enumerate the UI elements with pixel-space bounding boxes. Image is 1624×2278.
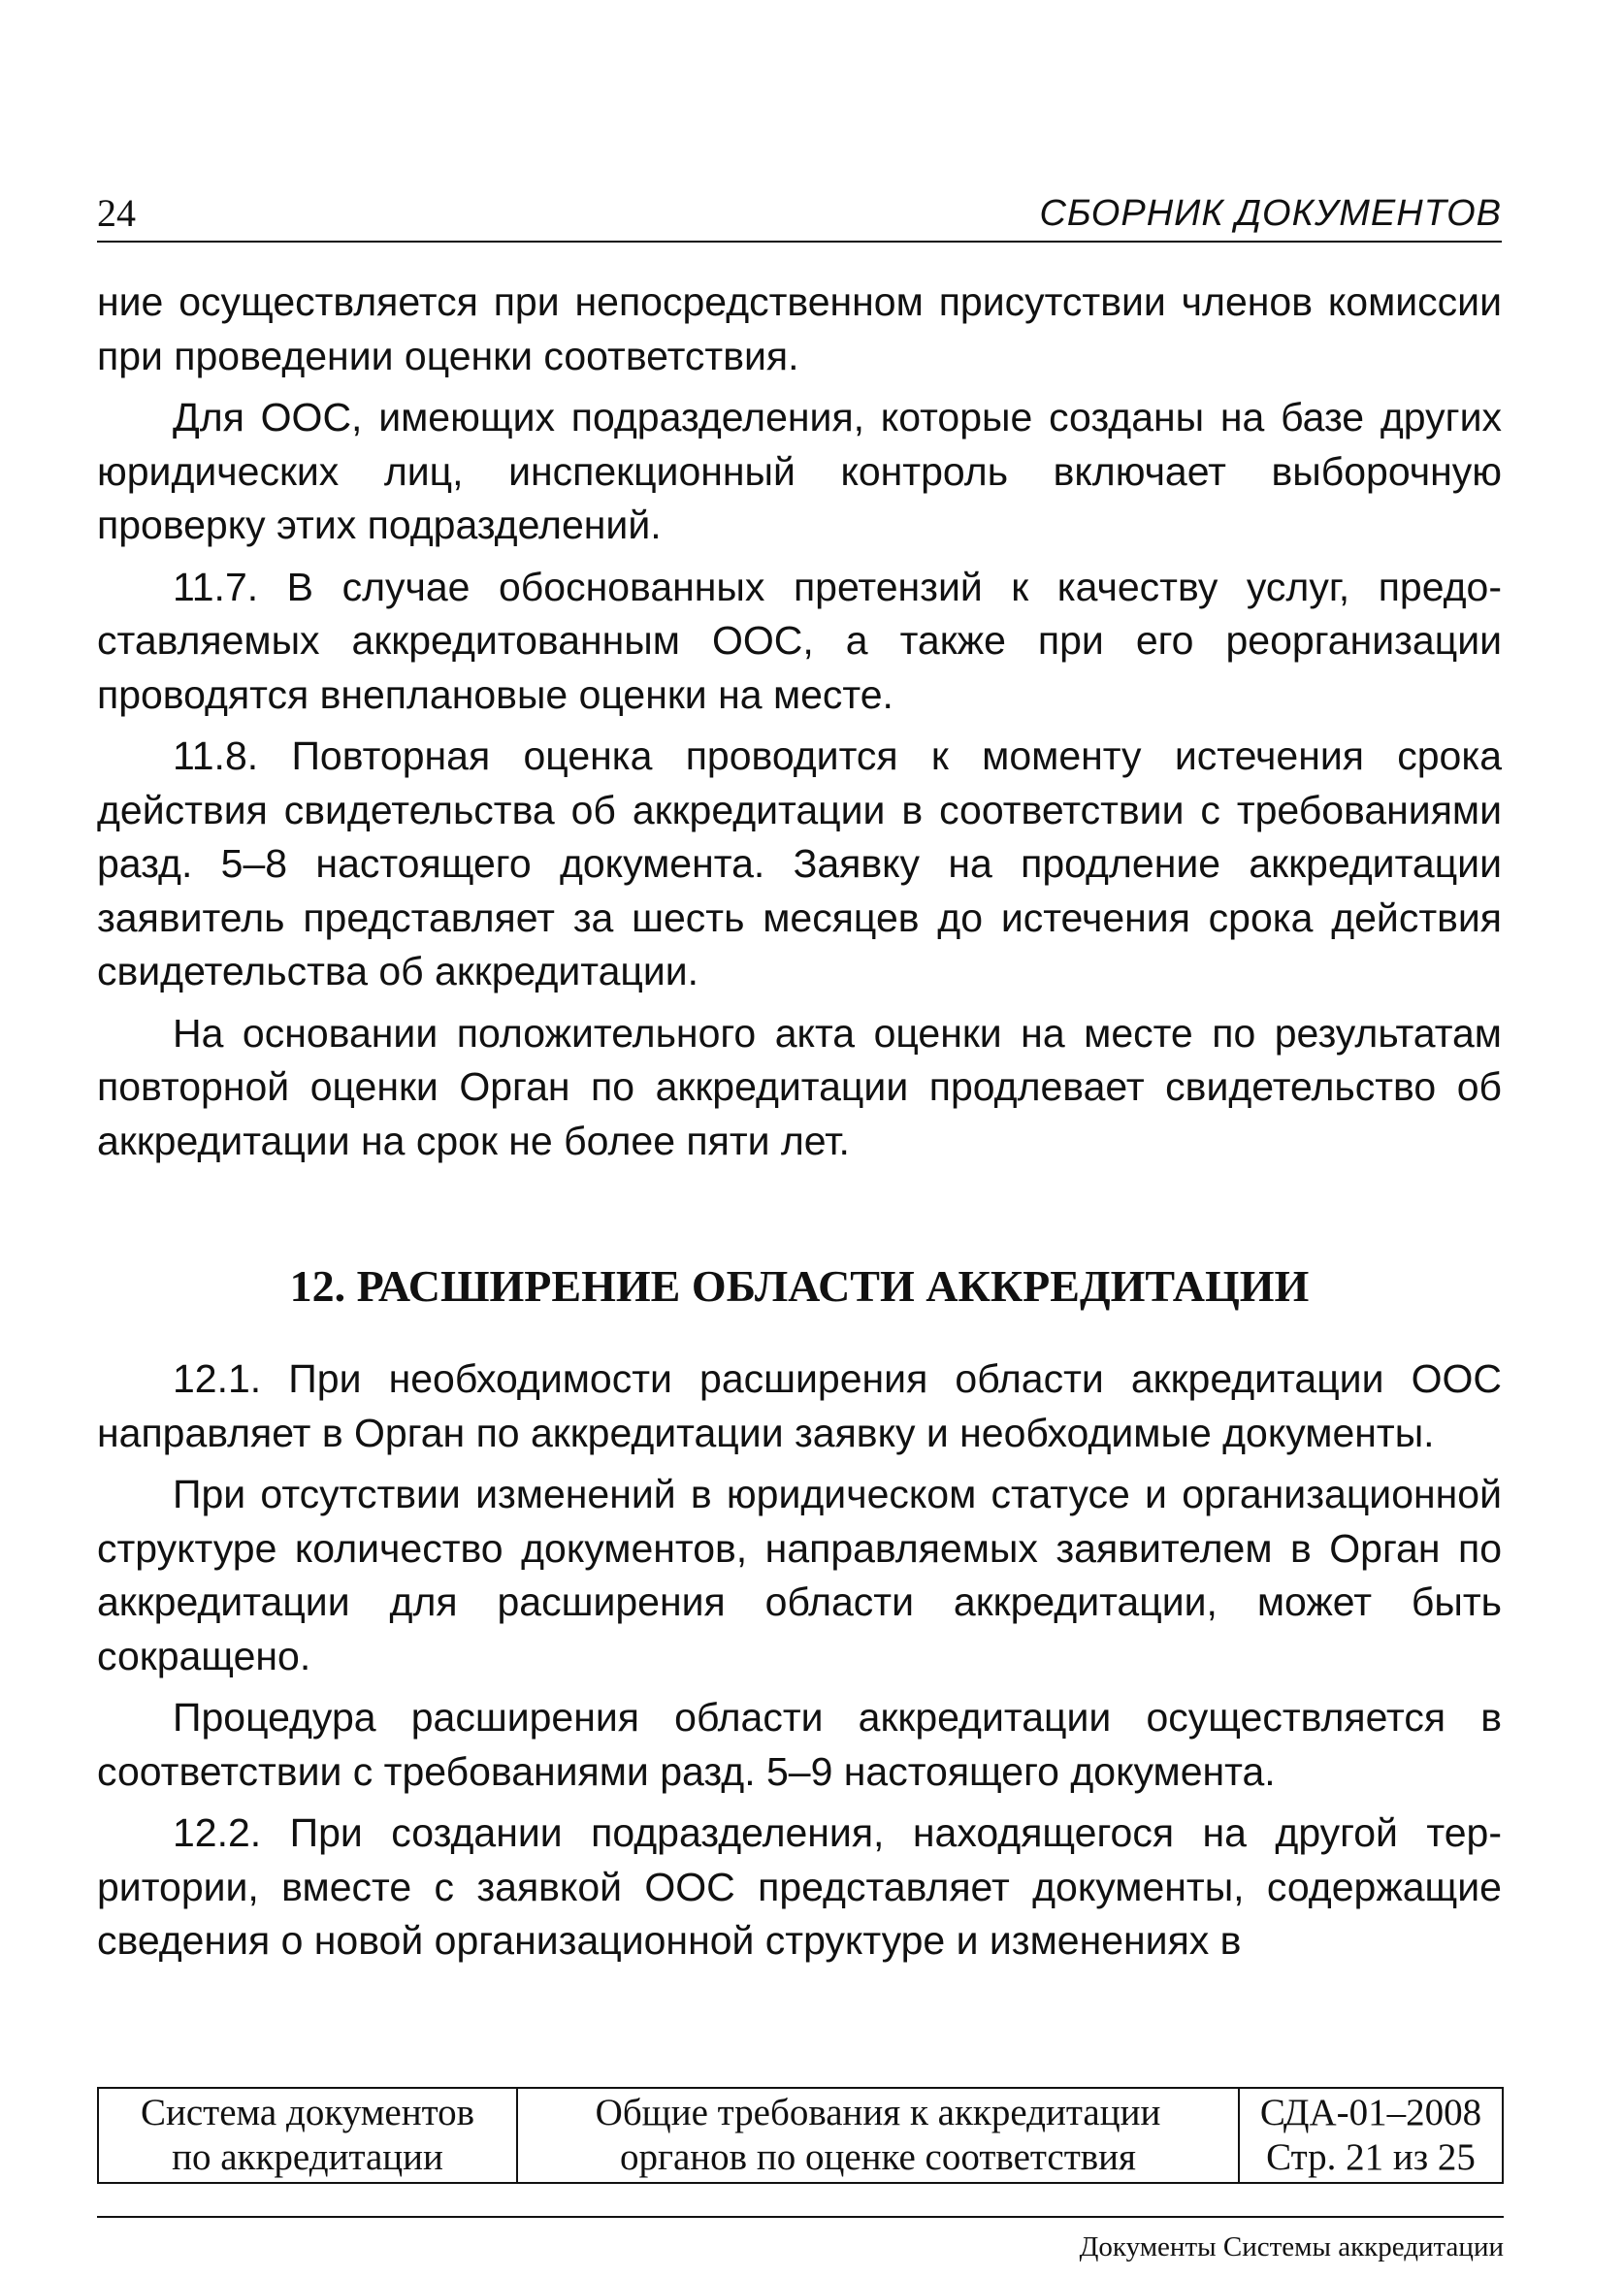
paragraph: На основании положительного акта оценки на месте по результатам повторной оценки Орган по аккредитации продлевает свидетельство об аккредитации на срок не более пяти лет. — [97, 1010, 1502, 1163]
footer-cell-system — [99, 2089, 516, 2182]
running-header — [97, 190, 1502, 243]
source-caption: Документы Системы аккредитации — [1079, 2231, 1504, 2262]
paragraph: 12.1. При необходимости расширения области аккредитации ООС направляет в Орган по аккредитации заявку и необходимые документы. — [97, 1356, 1502, 1455]
footer-cell-text: Общие требования к аккредитации — [595, 2092, 1161, 2133]
paragraph: При отсутствии изменений в юридическом статусе и организационной структуре количество документов, направляемых заявителем в Орган по аккредитации для расширения области аккредитации, может быть сокращено. — [97, 1472, 1502, 1678]
footer-cell-text: по аккредитации — [172, 2136, 443, 2178]
paragraph: 11.8. Повторная оценка проводится к моменту истечения срока действия свидетельства об аккредитации в соответствии с требованиями разд. 5–8 настоящего документа. Заявку на продление аккредитации заявитель представляет за шесть месяцев до истечения срока действия свидетельства об аккредитации. — [97, 733, 1502, 993]
paragraph: Процедура расширения области аккредитации осуществляется в соответствии с требованиями разд. 5–9 настоящего документа. — [97, 1695, 1502, 1794]
bottom-divider — [97, 2216, 1504, 2218]
footer-cell-text: СДА-01–2008 — [1259, 2092, 1482, 2133]
footer-cell-text: Стр. 21 из 25 — [1266, 2136, 1476, 2178]
paragraph: Для ООС, имеющих подразделения, которые созданы на базе других юридических лиц, инспекционный контроль включает выборочную проверку этих подразделений. — [97, 395, 1502, 547]
footer-cell-text: органов по оценке соответствия — [620, 2136, 1136, 2178]
collection-title: СБОРНИК ДОКУМЕНТОВ — [1039, 193, 1502, 234]
paragraph: ние осуществляется при непосредственном присутствии членов комиссии при проведении оценки соответствия. — [97, 279, 1502, 378]
section-heading: 12. РАСШИРЕНИЕ ОБЛАСТИ АККРЕДИТАЦИИ — [289, 1261, 1310, 1311]
document-footer-table — [97, 2087, 1504, 2184]
paragraph: 12.2. При создании подразделения, находящегося на другой территории, вместе с заявкой ООС представляет документы, содержащие сведения о новой организационной структуре и изменениях в — [97, 1810, 1502, 1963]
footer-cell-title — [516, 2089, 1238, 2182]
footer-cell-code — [1238, 2089, 1502, 2182]
footer-cell-text: Система документов — [140, 2092, 475, 2133]
page-number: 24 — [97, 191, 136, 235]
page-content — [97, 276, 1502, 1976]
paragraph: 11.7. В случае обоснованных претензий к качеству услуг, предоставляемых аккредитованным ООС, а также при его реорганизации проводятся внеплановые оценки на месте. — [97, 564, 1502, 717]
